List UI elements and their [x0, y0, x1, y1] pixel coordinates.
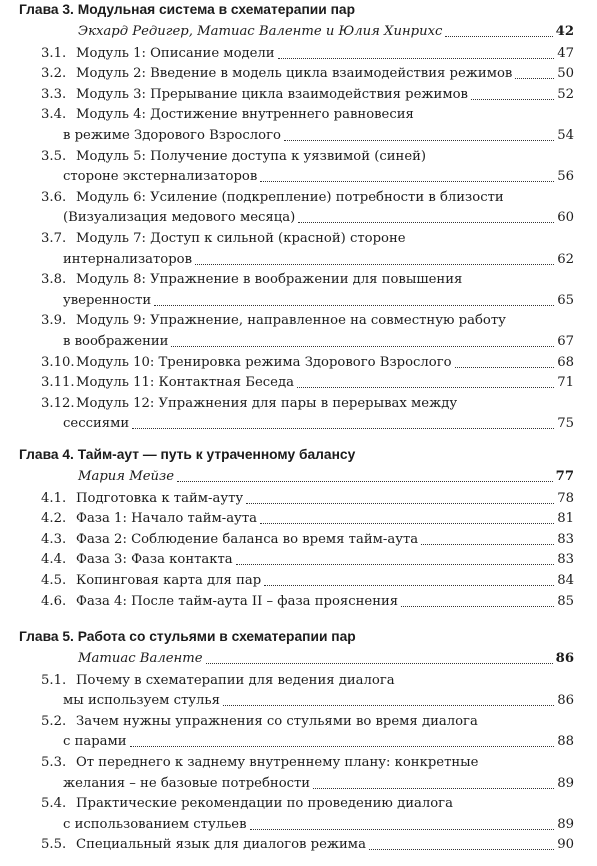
page-number: 62 — [557, 251, 574, 267]
toc-line — [0, 22, 597, 42]
dot-leader — [177, 481, 553, 482]
toc-line — [0, 64, 597, 84]
entry-title-continued: желания – не базовые потребности — [63, 775, 311, 791]
toc-line — [0, 671, 597, 691]
entry-title-continued: в воображении — [63, 334, 169, 349]
dot-leader — [236, 564, 554, 565]
toc-line — [0, 208, 597, 228]
entry-number: 4.6. — [41, 593, 67, 609]
toc-line — [0, 250, 597, 270]
entry-number: 3.11. — [41, 375, 75, 391]
toc-line — [0, 332, 597, 352]
page-number: 83 — [557, 552, 574, 568]
page-number: 88 — [557, 734, 574, 750]
entry-number: 4.2. — [41, 511, 67, 527]
entry-number: 4.5. — [41, 573, 67, 588]
chapter-title: Глава 5. Работа со стульями в схематерапии пар — [19, 629, 356, 644]
toc-line — [0, 467, 597, 487]
dot-leader — [471, 99, 554, 100]
entry-title: Фаза 1: Начало тайм-аута — [76, 511, 257, 527]
chapter-author: Мария Мейзе — [78, 469, 175, 484]
dot-leader — [297, 387, 554, 388]
dot-leader — [515, 78, 554, 79]
chapter-title: Глава 4. Тайм-аут — путь к утраченному балансу — [19, 447, 356, 462]
toc-line — [0, 291, 597, 311]
entry-number: 4.3. — [41, 531, 67, 547]
dot-leader — [171, 346, 554, 347]
page-number: 89 — [557, 816, 574, 832]
entry-number: 3.12. — [41, 395, 75, 411]
entry-title: Модуль 7: Доступ к сильной (красной) стороне — [76, 231, 406, 246]
entry-title: Практические рекомендации по проведению диалога — [76, 796, 453, 812]
dot-leader — [445, 36, 553, 37]
page-number: 89 — [557, 775, 574, 791]
entry-title: Фаза 4: После тайм-аута II – фаза прояснения — [76, 593, 399, 609]
entry-number: 4.1. — [41, 490, 67, 506]
toc-line — [0, 774, 597, 794]
entry-title: Специальный язык для диалогов режима — [76, 837, 366, 853]
entry-title: Модуль 12: Упражнения для пары в перерывах между — [76, 395, 458, 411]
dot-leader — [246, 503, 554, 504]
page-number: 47 — [557, 45, 574, 61]
dot-leader — [298, 222, 554, 223]
entry-number: 5.3. — [41, 755, 67, 770]
entry-title: Модуль 9: Упражнение, направленное на совместную работу — [76, 313, 506, 329]
entry-title: Копинговая карта для пар — [76, 573, 262, 588]
entry-title: Зачем нужны упражнения со стульями во время диалога — [76, 713, 478, 729]
toc-line — [0, 550, 597, 570]
dot-leader — [195, 264, 554, 265]
entry-number: 3.2. — [41, 66, 67, 82]
page-number: 84 — [557, 573, 574, 588]
entry-title: Модуль 8: Упражнение в воображении для повышения — [76, 272, 463, 288]
entry-number: 3.3. — [41, 86, 67, 102]
toc-line — [0, 815, 597, 835]
chapter-title: Глава 3. Модульная система в схематерапии пар — [19, 2, 356, 17]
entry-title-continued: интернализаторов — [63, 251, 193, 267]
page-number: 75 — [557, 416, 574, 432]
entry-title: Модуль 10: Тренировка режима Здорового Взрослого — [76, 354, 452, 370]
entry-title: Модуль 5: Получение доступа к уязвимой (синей) — [76, 148, 427, 164]
entry-title: От переднего к заднему внутреннему плану: конкретные — [76, 755, 479, 770]
dot-leader — [132, 428, 554, 429]
toc-line — [0, 126, 597, 146]
entry-number: 3.6. — [41, 189, 67, 205]
entry-number: 3.1. — [41, 45, 67, 61]
page-number: 56 — [557, 169, 574, 185]
dot-leader — [260, 181, 554, 182]
entry-number: 5.5. — [41, 837, 67, 853]
dot-leader — [421, 544, 554, 545]
toc-line — [0, 753, 597, 773]
dot-leader — [130, 746, 554, 747]
entry-title: Модуль 1: Описание модели — [76, 45, 275, 61]
page-number: 83 — [557, 531, 574, 547]
toc-line — [0, 147, 597, 167]
dot-leader — [284, 140, 554, 141]
toc-line — [0, 835, 597, 855]
toc-line — [0, 592, 597, 612]
page-number: 50 — [557, 66, 574, 82]
entry-number: 3.4. — [41, 107, 67, 123]
entry-title-continued: уверенности — [63, 292, 152, 308]
toc-line — [0, 530, 597, 550]
toc-line — [0, 712, 597, 732]
toc-line — [0, 44, 597, 64]
toc-line — [0, 188, 597, 208]
page-number: 86 — [557, 693, 574, 709]
chapter-author: Экхард Редигер, Матиас Валенте и Юлия Хинрихс — [78, 24, 443, 39]
toc-line — [0, 311, 597, 331]
entry-title: Модуль 4: Достижение внутреннего равновесия — [76, 107, 414, 123]
entry-number: 3.10. — [41, 354, 75, 370]
entry-title: Модуль 3: Прерывание цикла взаимодействия режимов — [76, 86, 468, 102]
entry-title: Фаза 2: Соблюдение баланса во время тайм-аута — [76, 531, 419, 547]
dot-leader — [206, 663, 553, 664]
entry-number: 5.4. — [41, 796, 67, 812]
page-number: 86 — [555, 651, 574, 666]
entry-number: 4.4. — [41, 552, 67, 568]
toc-line — [0, 353, 597, 373]
dot-leader — [250, 829, 554, 830]
entry-number: 3.5. — [41, 148, 67, 164]
entry-number: 3.9. — [41, 313, 67, 329]
entry-title-continued: с использованием стульев — [63, 816, 247, 832]
page-number: 81 — [557, 511, 574, 527]
toc-line — [0, 167, 597, 187]
page-number: 65 — [557, 292, 574, 308]
toc-line — [0, 270, 597, 290]
entry-number: 3.8. — [41, 272, 67, 288]
dot-leader — [455, 367, 554, 368]
page-number: 85 — [557, 593, 574, 609]
page-number: 54 — [557, 128, 574, 143]
dot-leader — [264, 585, 554, 586]
toc-line — [0, 732, 597, 752]
toc-line — [0, 105, 597, 125]
entry-title-continued: с парами — [63, 734, 127, 750]
entry-title: Фаза 3: Фаза контакта — [76, 552, 233, 568]
page-number: 42 — [555, 24, 574, 39]
dot-leader — [260, 523, 554, 524]
dot-leader — [154, 305, 554, 306]
entry-title-continued: сессиями — [63, 416, 130, 432]
page-number: 52 — [557, 86, 574, 102]
dot-leader — [313, 788, 554, 789]
entry-title-continued: (Визуализация медового месяца) — [63, 210, 296, 226]
dot-leader — [278, 58, 554, 59]
entry-number: 3.7. — [41, 231, 67, 246]
toc-line — [0, 489, 597, 509]
toc-line — [0, 794, 597, 814]
page-number: 68 — [557, 354, 574, 370]
dot-leader — [223, 705, 554, 706]
page-number: 78 — [557, 490, 574, 506]
page-number: 71 — [557, 375, 574, 391]
entry-title: Модуль 11: Контактная Беседа — [76, 375, 294, 391]
toc-line — [0, 229, 597, 249]
entry-title: Подготовка к тайм-ауту — [76, 490, 244, 506]
page-number: 90 — [557, 837, 574, 853]
chapter-author: Матиас Валенте — [78, 651, 203, 666]
entry-title-continued: стороне экстернализаторов — [63, 169, 258, 185]
toc-line — [0, 414, 597, 434]
page-number: 77 — [555, 469, 574, 484]
dot-leader — [369, 849, 554, 850]
dot-leader — [401, 606, 554, 607]
toc-line — [0, 649, 597, 669]
toc-line — [0, 571, 597, 591]
toc-line — [0, 85, 597, 105]
page-number: 60 — [557, 210, 574, 226]
toc-line — [0, 691, 597, 711]
toc-line — [0, 373, 597, 393]
entry-title: Модуль 2: Введение в модель цикла взаимодействия режимов — [76, 66, 513, 82]
toc-line — [0, 509, 597, 529]
entry-title-continued: в режиме Здорового Взрослого — [63, 128, 281, 143]
page-number: 67 — [557, 334, 574, 349]
entry-number: 5.2. — [41, 713, 67, 729]
entry-title: Модуль 6: Усиление (подкрепление) потребности в близости — [76, 189, 504, 205]
entry-title-continued: мы используем стулья — [63, 693, 220, 709]
entry-number: 5.1. — [41, 672, 67, 688]
toc-line — [0, 394, 597, 414]
entry-title: Почему в схематерапии для ведения диалога — [76, 672, 395, 688]
